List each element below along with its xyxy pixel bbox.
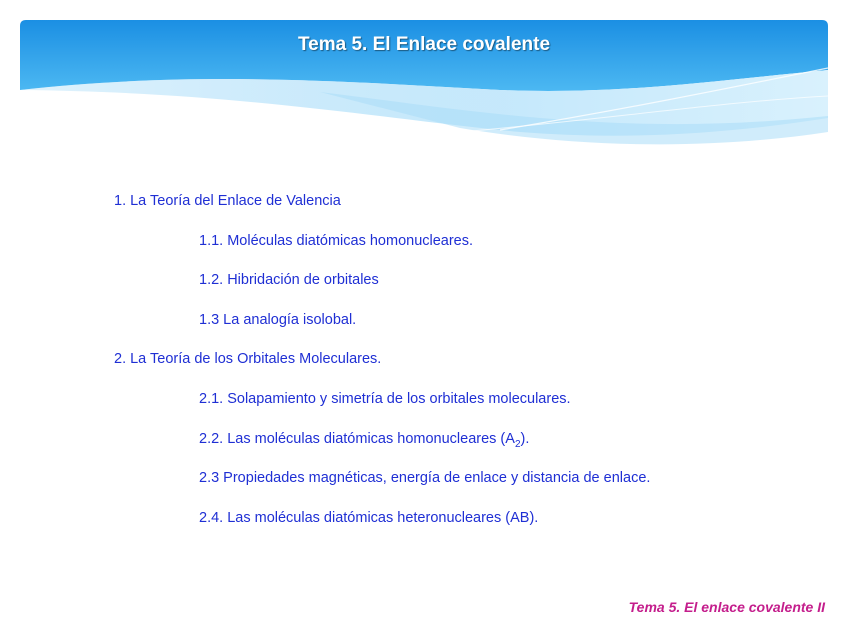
toc-section-1: 1. La Teoría del Enlace de Valencia bbox=[114, 193, 341, 209]
toc-subsection-2-2-tail: ). bbox=[520, 431, 530, 447]
toc-subsection-2-4: 2.4. Las moléculas diatómicas heteronucleares (AB). bbox=[199, 510, 539, 526]
slide-header bbox=[20, 20, 828, 150]
toc-subsection-2-1: 2.1. Solapamiento y simetría de los orbitales moleculares. bbox=[199, 391, 571, 407]
toc-section-2: 2. La Teoría de los Orbitales Moleculares. bbox=[114, 351, 382, 367]
slide-footer: Tema 5. El enlace covalente II bbox=[628, 599, 825, 615]
slide-title: Tema 5. El Enlace covalente bbox=[297, 34, 551, 55]
toc-subsection-2-2-text: 2.2. Las moléculas diatómicas homonucleares (A bbox=[199, 431, 515, 447]
toc-subsection-1-1: 1.1. Moléculas diatómicas homonucleares. bbox=[199, 233, 474, 249]
toc-subsection-1-2: 1.2. Hibridación de orbitales bbox=[199, 272, 379, 288]
toc-subsection-2-2 bbox=[199, 430, 529, 454]
toc-subsection-2-3: 2.3 Propiedades magnéticas, energía de enlace y distancia de enlace. bbox=[199, 470, 651, 486]
toc-subsection-1-3: 1.3 La analogía isolobal. bbox=[199, 312, 357, 328]
toc-subsection-2-2-subscript: 2 bbox=[514, 438, 521, 450]
